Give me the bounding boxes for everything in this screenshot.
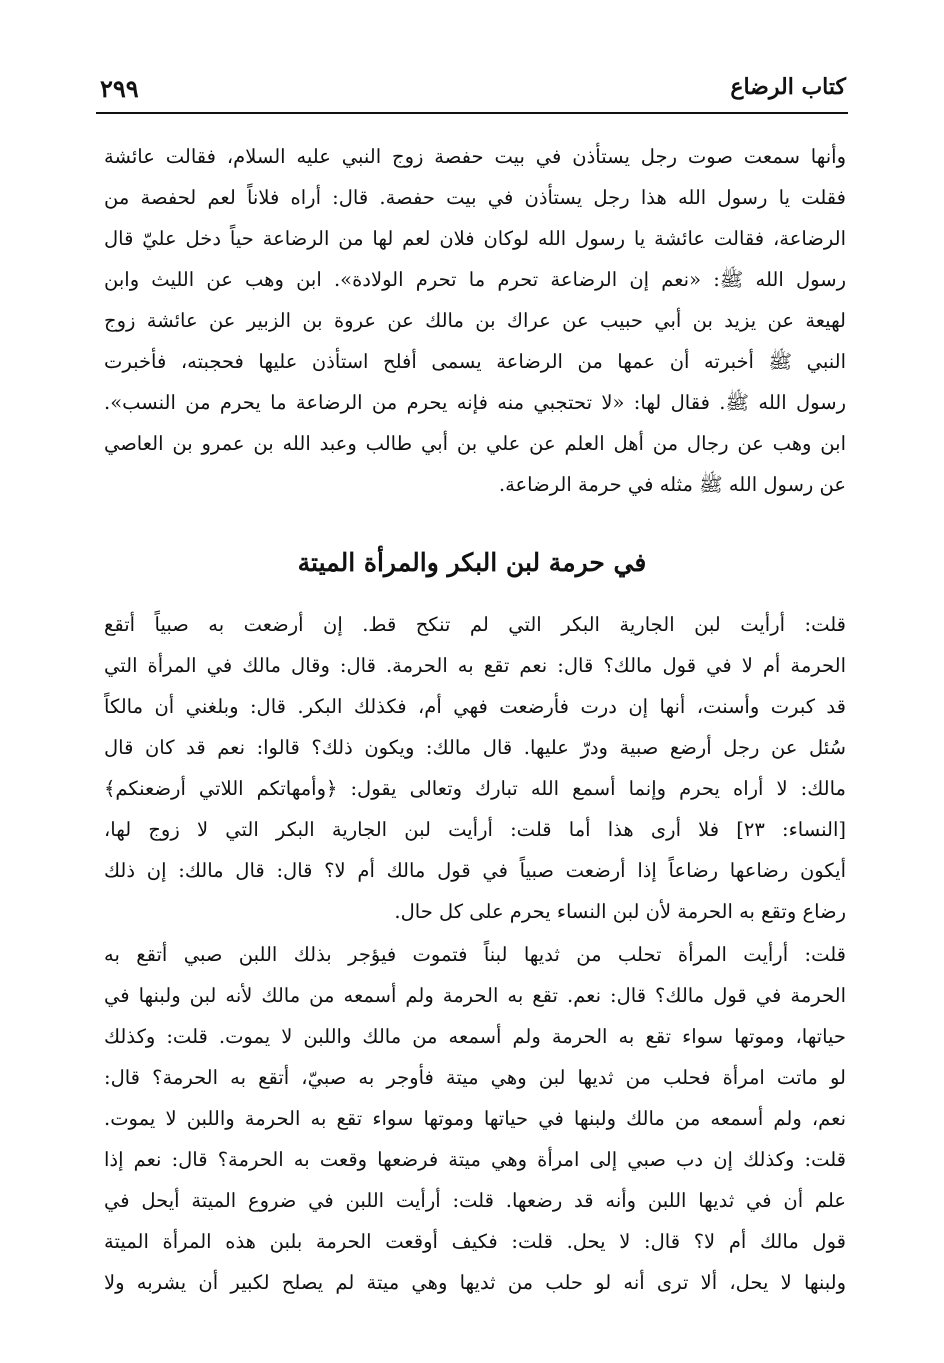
text-line: فقلت يا رسول الله هذا رجل يستأذن في بيت حفصة. قال: أراه فلاناً لعم لحفصة من <box>104 186 846 209</box>
page-header <box>96 72 848 114</box>
text-line: الحرمة أم لا في قول مالك؟ قال: نعم تقع به الحرمة. قال: وقال مالك في المرأة التي <box>104 654 846 677</box>
text-line: النبي ﷺ أخبرته أن عمها من الرضاعة يسمى أفلح استأذن عليها فحجبته، فأخبرت <box>104 350 846 373</box>
text-line: لو ماتت امرأة فحلب من ثديها لبن وهي ميتة فأوجر به صبيّ، أتقع به الحرمة؟ قال: <box>104 1066 846 1089</box>
text-line: علم أن في ثديها اللبن وأنه قد رضعها. قلت: أرأيت اللبن في ضروع الميتة أيحل في <box>104 1189 846 1212</box>
text-line: مالك: لا أراه يحرم وإنما أسمع الله تبارك وتعالى يقول: ﴿وأمهاتكم اللاتي أرضعنكم﴾ <box>104 777 846 800</box>
text-line: رسول الله ﷺ: «نعم إن الرضاعة تحرم ما تحرم الولادة». ابن وهب عن الليث وابن <box>104 268 846 291</box>
page-number: ٢٩٩ <box>100 74 139 103</box>
text-line: لهيعة عن يزيد بن أبي حبيب عن عراك بن مالك عن عروة بن الزبير عن عائشة زوج <box>104 309 846 332</box>
text-line: الحرمة في قول مالك؟ قال: نعم. تقع به الحرمة ولم أسمعه من مالك لأنه لبن ولبنها في <box>104 984 846 1007</box>
text-line: قلت: وكذلك إن دب صبي إلى امرأة وهي ميتة فرضعها وقعت به الحرمة؟ قال: نعم إذا <box>104 1148 846 1171</box>
text-line: رسول الله ﷺ. فقال لها: «لا تحتجبي منه فإنه يحرم من الرضاعة ما يحرم من النسب». <box>104 391 846 414</box>
text-line: قلت: أرأيت لبن الجارية البكر التي لم تنكح قط. إن أرضعت به صبياً أتقع <box>104 613 846 636</box>
paragraph-3 <box>104 934 846 1303</box>
paragraph-1 <box>104 136 846 505</box>
paragraph-2 <box>104 604 846 932</box>
chapter-title: كتاب الرضاع <box>730 74 846 100</box>
text-line: نعم، ولم أسمعه من مالك ولبنها في حياتها وموتها سواء تقع به الحرمة واللبن لا يموت. <box>104 1107 846 1130</box>
text-line: رضاع وتقع به الحرمة لأن لبن النساء يحرم على كل حال. <box>394 900 846 923</box>
text-line: ولبنها لا يحل، ألا ترى أنه لو حلب من ثديها وهي ميتة لم يصلح لكبير أن يشربه ولا <box>104 1271 846 1294</box>
section-heading: في حرمة لبن البكر والمرأة الميتة <box>297 548 647 577</box>
text-line: قلت: أرأيت المرأة تحلب من ثديها لبناً فتموت فيؤجر بذلك اللبن صبي أتقع به <box>104 943 846 966</box>
text-line: ابن وهب عن رجال من أهل العلم عن علي بن أبي طالب وعبد الله بن عمرو بن العاصي <box>104 432 846 455</box>
text-line: وأنها سمعت صوت رجل يستأذن في بيت حفصة زوج النبي عليه السلام، فقالت عائشة <box>104 145 846 168</box>
text-line: أيكون رضاعها رضاعاً إذا أرضعت صبياً في قول مالك أم لا؟ قال: قال مالك: إن ذلك <box>104 859 846 882</box>
text-line: قول مالك أم لا؟ قال: لا يحل. قلت: فكيف أوقعت الحرمة بلبن هذه المرأة الميتة <box>104 1230 846 1253</box>
text-line: قد كبرت وأسنت، أنها إن درت فأرضعت فهي أم، فكذلك البكر. قال: وبلغني أن مالكاً <box>104 695 846 718</box>
text-line: عن رسول الله ﷺ مثله في حرمة الرضاعة. <box>498 473 846 496</box>
text-line: الرضاعة، فقالت عائشة يا رسول الله لوكان فلان لعم لها من الرضاعة حياً دخل عليّ قال <box>104 227 846 250</box>
text-line: [النساء: ٢٣] فلا أرى هذا أما قلت: أرأيت لبن الجارية البكر التي لا زوج لها، <box>104 818 846 841</box>
text-line: حياتها، وموتها سواء تقع به الحرمة ولم أسمعه من مالك واللبن لا يموت. قلت: وكذلك <box>104 1025 846 1048</box>
text-line: سُئل عن رجل أرضع صبية ودرّ عليها. قال مالك: ويكون ذلك؟ قالوا: نعم قد كان قال <box>104 736 846 759</box>
